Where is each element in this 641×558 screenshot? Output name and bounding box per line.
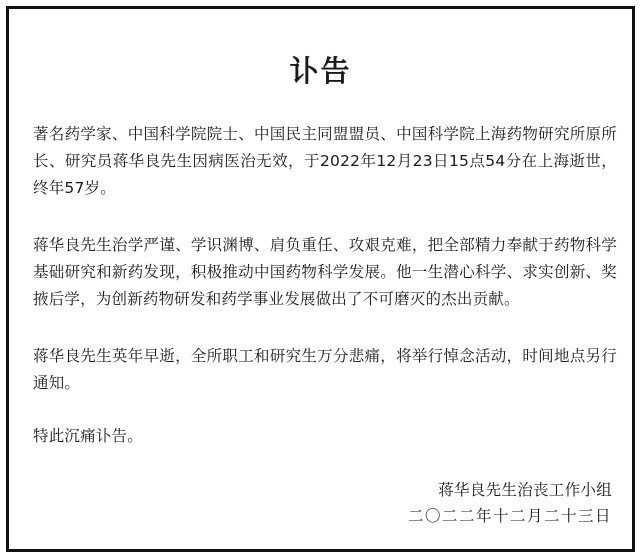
paragraph-memorial: 蒋华良先生英年早逝，全所职工和研究生万分悲痛，将举行悼念活动，时间地点另行通知。: [33, 347, 617, 392]
paragraph-announcement: 著名药学家、中国科学院院士、中国民主同盟盟员、中国科学院上海药物研究所原所长、研究员蒋华良先生因病医治无效，于2022年12月23日15点54分在上海逝世，终年57岁。: [33, 125, 617, 197]
paragraph-tribute: 蒋华良先生治学严谨、学识渊博、肩负重任、攻艰克难，把全部精力奉献于药物科学基础研究和新药发现，积极推动中国药物科学发展。他一生潜心科学、求实创新、奖掖后学，为创新药物研发和药学事业发展做出了不可磨灭的杰出贡献。: [33, 236, 617, 308]
notice-title: 讣告: [289, 54, 352, 88]
obituary-frame: [6, 6, 635, 552]
signature-organization: 蒋华良先生治丧工作小组: [438, 481, 612, 499]
paragraph-closing: 特此沉痛讣告。: [33, 427, 143, 445]
signature-date: 二〇二二年十二月二十三日: [407, 507, 612, 525]
